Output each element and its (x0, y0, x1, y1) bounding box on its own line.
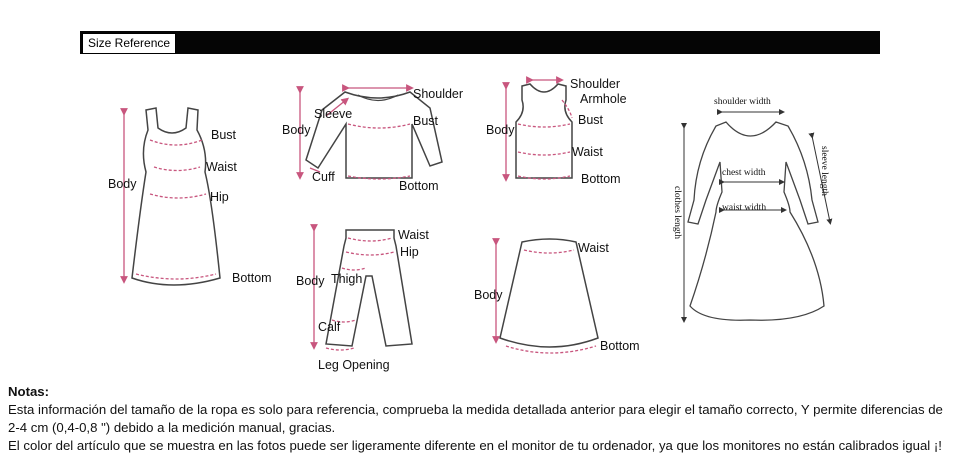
pants-body-label: Body (296, 274, 325, 288)
tank-bust-label: Bust (578, 113, 604, 127)
pants-waist-label: Waist (398, 228, 429, 242)
pants-thigh-label: Thigh (331, 272, 363, 286)
notes-line-2: El color del artículo que se muestra en las fotos puede ser ligeramente diferente en el monitor de tu ordenador, ya que los monitores no están calibrados igual ¡! (8, 438, 942, 453)
longdress-chest-width-label: chest width (722, 168, 766, 178)
dress-hip-label: Hip (210, 190, 229, 204)
longdress-diagram (672, 97, 830, 320)
skirt-bottom-label: Bottom (600, 339, 640, 353)
sweater-shoulder-label: Shoulder (413, 87, 464, 101)
tank-waist-label: Waist (572, 145, 603, 159)
tank-body-label: Body (486, 123, 515, 137)
sweater-diagram (282, 87, 463, 193)
pants-diagram (296, 228, 429, 372)
dress-waist-label: Waist (206, 160, 237, 174)
tank-armhole-label: Armhole (580, 92, 627, 106)
longdress-waist-width-label: waist width (722, 203, 767, 213)
sweater-cuff-label: Cuff (312, 170, 335, 184)
sweater-bust-label: Bust (413, 114, 439, 128)
sweater-body-label: Body (282, 123, 311, 137)
notes-section (8, 383, 953, 455)
pants-hip-label: Hip (400, 245, 419, 259)
skirt-waist-label: Waist (578, 241, 609, 255)
notes-title: Notas: (8, 384, 50, 399)
tank-diagram (486, 77, 627, 186)
dress-bust-label: Bust (211, 128, 237, 142)
sweater-bottom-label: Bottom (399, 179, 439, 193)
sweater-sleeve-label: Sleeve (314, 107, 353, 121)
dress-diagram (108, 108, 272, 285)
longdress-shoulder-width-label: shoulder width (714, 97, 771, 107)
longdress-clothes-length-label: clothes length (672, 186, 682, 240)
notes-line-1: Esta información del tamaño de la ropa es solo para referencia, comprueba la medida detallada anterior para elegir el tamaño correcto, Y permite diferencias de 2-4 cm (0,4-0,8 ") debido a la medición manual, gracias. (8, 402, 943, 435)
skirt-diagram (474, 239, 640, 353)
longdress-sleeve-length-label: sleeve length (819, 146, 829, 196)
pants-leg-opening-label: Leg Opening (318, 358, 390, 372)
size-reference-tab: Size Reference (82, 33, 176, 54)
dress-body-label: Body (108, 177, 137, 191)
pants-calf-label: Calf (318, 320, 341, 334)
dress-bottom-label: Bottom (232, 271, 272, 285)
tank-bottom-label: Bottom (581, 172, 621, 186)
skirt-body-label: Body (474, 288, 503, 302)
tank-shoulder-label: Shoulder (570, 77, 621, 91)
